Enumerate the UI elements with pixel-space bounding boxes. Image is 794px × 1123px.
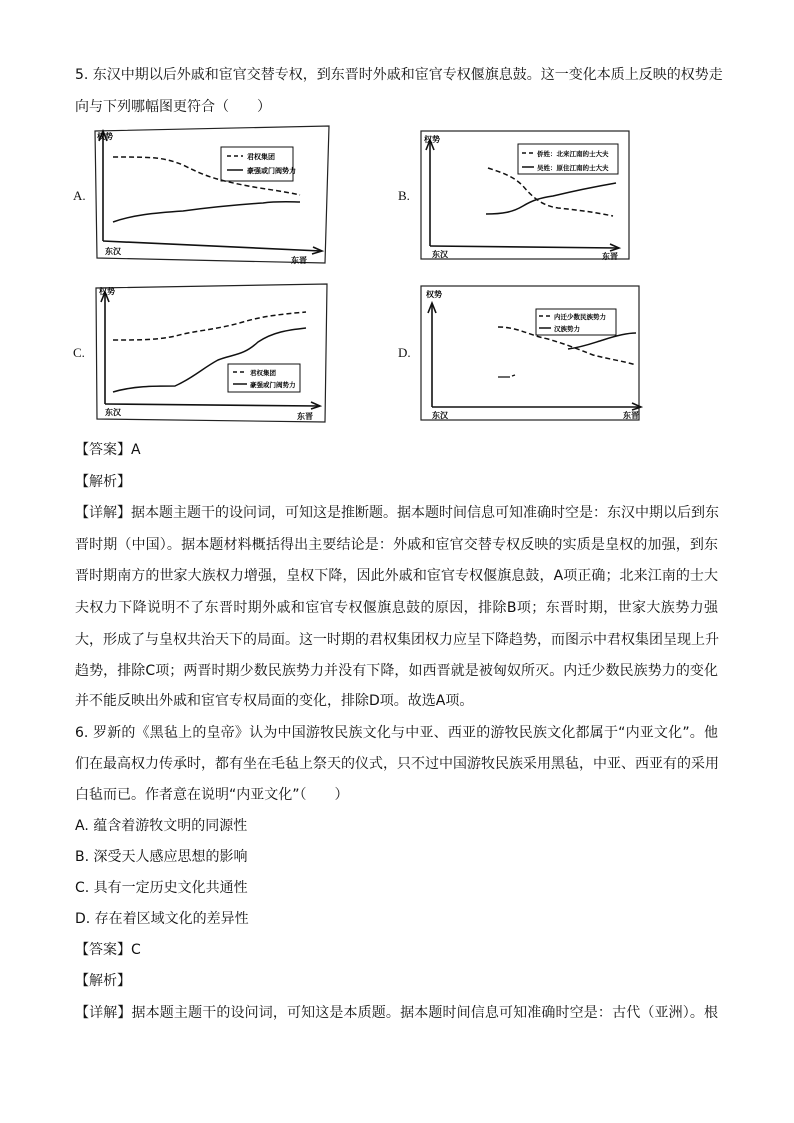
legend-solid: 豪强或门阀势力 <box>247 167 296 175</box>
option-a-label: A. <box>73 188 86 203</box>
y-axis-label: 权势 <box>99 287 115 296</box>
answer-value: A <box>131 442 141 458</box>
y-axis-label: 权势 <box>426 290 442 299</box>
option-c-label: C. <box>73 345 85 360</box>
q5-answer <box>75 440 718 460</box>
legend-solid: 豪强或门阀势力 <box>250 381 296 389</box>
legend-dashed: 侨姓：北来江南的士大夫 <box>537 150 609 158</box>
x-end-label: 东晋 <box>623 411 639 420</box>
x-start-label: 东汉 <box>432 411 448 420</box>
q6-detail-line: 【详解】据本题主题干的设问词，可知这是本质题。据本题时间信息可知准确时空是：古代（亚洲）。根 <box>75 1005 718 1021</box>
legend-solid: 吴姓：原住江南的士大夫 <box>537 164 609 172</box>
q6-option-a: A. 蕴含着游牧文明的同源性 <box>75 818 248 834</box>
q6-stem-line-3: 白毡而已。作者意在说明“内亚文化”（ ） <box>75 787 349 803</box>
answer-tag: 【答案】 <box>75 942 131 958</box>
x-end-label: 东晋 <box>602 252 618 261</box>
chart-option-d <box>418 283 643 423</box>
x-start-label: 东汉 <box>105 247 121 256</box>
legend-dashed: 君权集团 <box>247 153 275 161</box>
q6-option-c: C. 具有一定历史文化共通性 <box>75 880 248 896</box>
legend-solid: 汉族势力 <box>554 325 580 333</box>
legend-dashed: 君权集团 <box>250 369 276 377</box>
option-b-label: B. <box>398 188 410 203</box>
q6-stem-line-2: 们在最高权力传承时，都有坐在毛毡上祭天的仪式，只不过中国游牧民族采用黑毡，中亚、西亚有的采用 <box>75 756 719 772</box>
q6-option-d: D. 存在着区域文化的差异性 <box>75 911 249 927</box>
q6-analysis-tag: 【解析】 <box>75 973 131 989</box>
option-d-label: D. <box>398 345 411 360</box>
q6-stem-line-1: 6. 罗新的《黑毡上的皇帝》认为中国游牧民族文化与中亚、西亚的游牧民族文化都属于“内亚文化”。他 <box>75 725 718 741</box>
q5-detail-line: 【详解】据本题主题干的设问词，可知这是推断题。据本题时间信息可知准确时空是：东汉中期以后到东 <box>75 505 719 521</box>
x-start-label: 东汉 <box>432 250 448 259</box>
q6-answer <box>75 940 718 960</box>
q5-detail-line: 夫权力下降说明不了东晋时期外戚和宦官专权偃旗息鼓的原因，排除B项；东晋时期，世家大族势力强 <box>75 600 718 616</box>
x-start-label: 东汉 <box>105 408 121 417</box>
chart-option-a <box>93 123 333 268</box>
q5-stem-line-1: 5. 东汉中期以后外戚和宦官交替专权，到东晋时外戚和宦官专权偃旗息鼓。这一变化本质上反映的权势走 <box>75 67 723 83</box>
q5-stem-line-2: 向与下列哪幅图更符合（ ） <box>75 99 271 115</box>
chart-option-c <box>93 282 331 425</box>
q5-detail-line: 趋势，排除C项；两晋时期少数民族势力并没有下降，如西晋就是被匈奴所灭。内迁少数民族势力的变化 <box>75 663 718 679</box>
q5-detail-line: 晋时期（中国）。据本题材料概括得出主要结论是：外戚和宦官交替专权反映的实质是皇权的加强，到东 <box>75 537 718 553</box>
q5-detail-line: 晋时期南方的世家大族权力增强，皇权下降，因此外戚和宦官专权偃旗息鼓，A项正确；北来江南的士大 <box>75 568 718 584</box>
q6-option-b: B. 深受天人感应思想的影响 <box>75 849 248 865</box>
q5-analysis-tag: 【解析】 <box>75 474 131 490</box>
q5-detail-line: 并不能反映出外戚和宦官专权局面的变化，排除D项。故选A项。 <box>75 693 474 709</box>
y-axis-label: 权势 <box>424 135 440 144</box>
q5-detail-line: 大，形成了与皇权共治天下的局面。这一时期的君权集团权力应呈下降趋势，而图示中君权集团呈现上升 <box>75 632 719 648</box>
x-end-label: 东晋 <box>297 412 313 421</box>
y-axis-label: 权势 <box>97 132 113 141</box>
x-end-label: 东晋 <box>291 256 307 265</box>
legend-dashed: 内迁少数民族势力 <box>554 313 606 321</box>
answer-tag: 【答案】 <box>75 442 131 458</box>
answer-value: C <box>131 942 141 958</box>
chart-option-b <box>418 128 633 263</box>
